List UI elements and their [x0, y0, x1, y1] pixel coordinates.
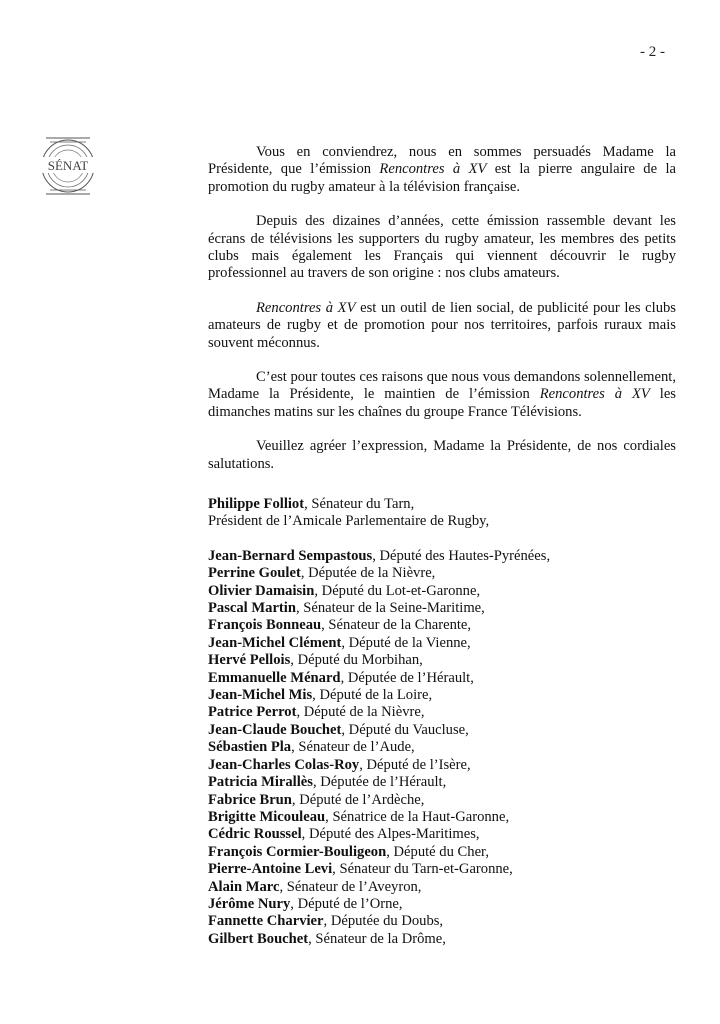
signatory-line	[208, 704, 688, 721]
signatory-line	[208, 617, 688, 634]
signatory-name: Patrice Perrot	[208, 704, 297, 721]
signatory-title: , Député du Cher,	[386, 843, 489, 860]
signatory-title: , Députée de la Nièvre,	[300, 565, 436, 582]
signatory-title: , Député de la Nièvre,	[296, 704, 425, 721]
signatory-line	[208, 583, 688, 600]
signatory-name: Jean-Bernard Sempastous	[208, 547, 373, 564]
signatory-title: , Député des Hautes-Pyrénées,	[372, 547, 551, 564]
signatory-title: , Député de la Loire,	[312, 687, 433, 704]
signatory-name: Fannette Charvier	[208, 913, 324, 930]
signatory-line	[208, 774, 688, 791]
signatory-line	[208, 809, 688, 826]
signatory-name: Brigitte Micouleau	[208, 808, 326, 825]
signatory-title: , Député de l’Ardèche,	[291, 791, 425, 808]
signatory-title: , Sénateur de la Seine-Maritime,	[295, 600, 485, 617]
signatory-line	[208, 548, 688, 565]
co-signatories	[208, 548, 688, 948]
signatory-name: Emmanuelle Ménard	[208, 669, 341, 686]
signatory-name: Pascal Martin	[208, 600, 296, 617]
emission-title: Rencontres à XV	[256, 299, 356, 316]
paragraph-text: C’est pour toutes ces raisons que nous vous demandons solennellement, Madame la Présidente, le maintien de l’émission	[208, 369, 676, 403]
signatory-line	[208, 635, 688, 652]
signatory-title: , Député des Alpes-Maritimes,	[301, 826, 480, 843]
signatory-name: Jean-Michel Mis	[208, 687, 313, 704]
signatory-line	[208, 879, 688, 896]
emission-title: Rencontres à XV	[379, 161, 487, 178]
signatory-title: , Député du Morbihan,	[290, 652, 423, 669]
senat-logo	[36, 134, 100, 198]
signatory-name: Philippe Folliot	[208, 496, 305, 512]
signatory-name: Patricia Mirallès	[208, 774, 313, 791]
signatory-line	[208, 757, 688, 774]
signatory-name: François Cormier-Bouligeon	[208, 843, 387, 860]
paragraph	[208, 369, 676, 421]
signatory-name: Gilbert Bouchet	[208, 930, 309, 947]
signatories-list	[208, 496, 688, 948]
signatory-title: , Députée de l’Hérault,	[340, 669, 474, 686]
signatory-name: Alain Marc	[208, 878, 280, 895]
signatory-line	[208, 652, 688, 669]
signatory-name: Sébastien Pla	[208, 739, 292, 756]
signatory-line	[208, 722, 688, 739]
signatory-line	[208, 496, 688, 513]
signatory-line	[208, 931, 688, 948]
page-number: - 2 -	[640, 44, 665, 60]
paragraph	[208, 300, 676, 352]
signatory-title: , Sénateur de l’Aude,	[291, 739, 415, 756]
signatory-name: Jean-Claude Bouchet	[208, 721, 342, 738]
paragraph-text: Veuillez agréer l’expression, Madame la Présidente, de nos cordiales salutations.	[208, 438, 676, 472]
signatory-name: Fabrice Brun	[208, 791, 292, 808]
closing-salutation	[208, 438, 676, 473]
signatory-name: Perrine Goulet	[208, 565, 301, 582]
emission-title: Rencontres à XV	[539, 386, 650, 403]
signatory-title: , Député du Vaucluse,	[341, 721, 469, 738]
signatory-title: , Sénateur du Tarn-et-Garonne,	[332, 861, 513, 878]
paragraph-text: est un outil de lien social, de publicité pour les clubs amateurs de rugby et de promotion pour nos territoires, parfois ruraux mais souvent méconnus.	[208, 299, 676, 351]
paragraph-text: est la pierre angulaire de la promotion du rugby amateur à la télévision française.	[208, 161, 676, 195]
signatory-title: , Sénatrice de la Haut-Garonne,	[325, 808, 510, 825]
signatory-line	[208, 913, 688, 930]
signatory-name: Jérôme Nury	[208, 895, 291, 912]
signatory-name: Jean-Charles Colas-Roy	[208, 756, 360, 773]
letter-body	[208, 144, 676, 473]
signatory-title: , Député du Lot-et-Garonne,	[314, 582, 481, 599]
signatory-title: , Sénateur de la Drôme,	[308, 930, 446, 947]
signatory-title: , Député de l’Orne,	[290, 895, 403, 912]
signatory-name: François Bonneau	[208, 617, 322, 634]
signatory-line	[208, 670, 688, 687]
signatory-name: Hervé Pellois	[208, 652, 291, 669]
signatory-title: , Députée de l’Hérault,	[312, 774, 447, 791]
paragraph-text: Vous en conviendrez, nous en sommes persuadés Madame la Présidente, que l’émission	[208, 144, 676, 178]
signatory-name: Olivier Damaisin	[208, 582, 315, 599]
signatory-title: , Député de la Vienne,	[341, 634, 471, 651]
signatory-title: , Députée du Doubs,	[323, 913, 444, 930]
signatory-line	[208, 739, 688, 756]
paragraph-text: les dimanches matins sur les chaînes du groupe France Télévisions.	[208, 386, 676, 420]
signatory-role: Président de l’Amicale Parlementaire de Rugby,	[208, 513, 490, 530]
signatory-name: Cédric Roussel	[208, 826, 302, 843]
signatory-line	[208, 600, 688, 617]
signatory-line	[208, 861, 688, 878]
paragraph	[208, 213, 676, 283]
signatory-name: Pierre-Antoine Levi	[208, 861, 333, 878]
signatory-title: , Sénateur de la Charente,	[321, 617, 472, 634]
signatory-line	[208, 687, 688, 704]
signatory-line	[208, 896, 688, 913]
first-signatory	[208, 496, 688, 531]
signatory-line	[208, 844, 688, 861]
signatory-line	[208, 565, 688, 582]
signatory-line	[208, 792, 688, 809]
paragraph-text: Depuis des dizaines d’années, cette émission rassemble devant les écrans de télévisions les supporters du rugby amateur, les membres des petits clubs mais également les Français qui viennent découvrir le rugby professionnel au travers de son origine : nos clubs amateurs.	[208, 213, 676, 282]
signatory-title: , Sénateur du Tarn,	[304, 496, 415, 512]
signatory-title: , Sénateur de l’Aveyron,	[279, 878, 422, 895]
signatory-title: , Député de l’Isère,	[359, 756, 471, 773]
logo-text: SÉNAT	[47, 158, 89, 173]
signatory-line	[208, 826, 688, 843]
signatory-name: Jean-Michel Clément	[208, 634, 342, 651]
paragraph	[208, 144, 676, 196]
